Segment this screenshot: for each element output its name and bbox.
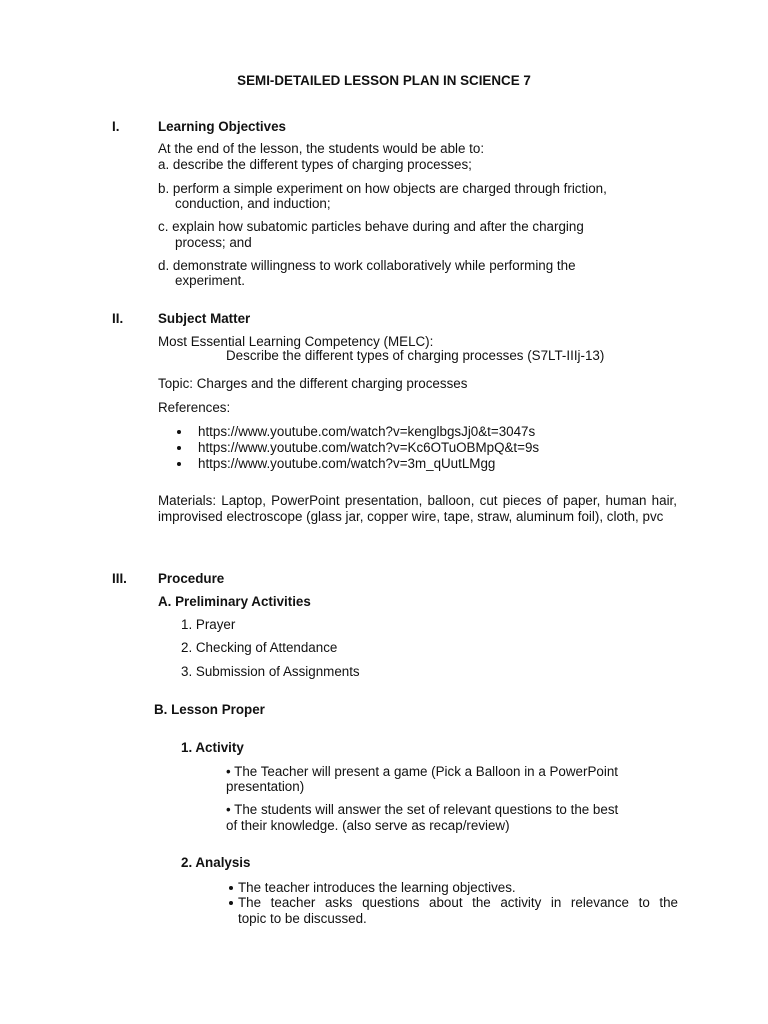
melc-label: Most Essential Learning Competency (MELC): [158, 334, 434, 349]
section-heading-procedure: Procedure [158, 571, 225, 586]
activity-bullet: • The students will answer the set of relevant questions to the best [226, 802, 619, 817]
objective-item-d-cont: experiment. [175, 273, 245, 288]
objective-item-a: a. describe the different types of charging processes; [158, 157, 472, 172]
activity-bullet-cont: of their knowledge. (also serve as recap/review) [226, 818, 510, 833]
lesson-proper-heading: B. Lesson Proper [154, 702, 265, 717]
analysis-bullet-text: The teacher introduces the learning objectives. [238, 880, 516, 895]
objective-item-b: b. perform a simple experiment on how objects are charged through friction, [158, 181, 607, 196]
materials-paragraph: Materials: Laptop, PowerPoint presentation, balloon, cut pieces of paper, human hair, improvised electroscope (glass jar, copper wire, tape, straw, aluminum foil), cloth, pvc [158, 493, 677, 524]
section-numeral-procedure: III. [112, 571, 127, 586]
analysis-bullet-text-cont: topic to be discussed. [238, 911, 367, 926]
preliminary-item: 2. Checking of Attendance [181, 640, 338, 655]
reference-link[interactable]: https://www.youtube.com/watch?v=3m_qUutLMgg [198, 456, 496, 471]
reference-link[interactable]: https://www.youtube.com/watch?v=kenglbgsJj0&t=3047s [198, 424, 536, 439]
bullet-dot-icon [229, 901, 233, 905]
objective-item-c: c. explain how subatomic particles behave during and after the charging [158, 219, 584, 234]
bullet-dot-icon [177, 430, 181, 434]
references-label: References: [158, 400, 231, 415]
bullet-dot-icon [229, 886, 233, 890]
preliminary-item: 3. Submission of Assignments [181, 664, 360, 679]
section-numeral-subject-matter: II. [112, 311, 124, 326]
analysis-heading: 2. Analysis [181, 855, 251, 870]
objective-item-b-cont: conduction, and induction; [175, 196, 331, 211]
preliminary-heading: A. Preliminary Activities [158, 594, 311, 609]
bullet-dot-icon [177, 446, 181, 450]
reference-link[interactable]: https://www.youtube.com/watch?v=Kc6OTuOBMpQ&t=9s [198, 440, 540, 455]
topic-line: Topic: Charges and the different charging processes [158, 376, 468, 391]
melc-text: Describe the different types of charging processes (S7LT-IIIj-13) [226, 348, 605, 363]
objective-item-d: d. demonstrate willingness to work collaboratively while performing the [158, 258, 576, 273]
bullet-dot-icon [177, 462, 181, 466]
objectives-intro: At the end of the lesson, the students would be able to: [158, 141, 485, 156]
activity-heading: 1. Activity [181, 740, 244, 755]
activity-bullet: • The Teacher will present a game (Pick a Balloon in a PowerPoint [226, 764, 618, 779]
section-heading-objectives: Learning Objectives [158, 119, 286, 134]
section-heading-subject-matter: Subject Matter [158, 311, 251, 326]
preliminary-item: 1. Prayer [181, 617, 236, 632]
analysis-bullet-text: The teacher asks questions about the activity in relevance to the [238, 895, 678, 910]
document-title: SEMI-DETAILED LESSON PLAN IN SCIENCE 7 [237, 73, 531, 88]
section-numeral-objectives: I. [112, 119, 120, 134]
activity-bullet-cont: presentation) [226, 779, 305, 794]
objective-item-c-cont: process; and [175, 235, 252, 250]
